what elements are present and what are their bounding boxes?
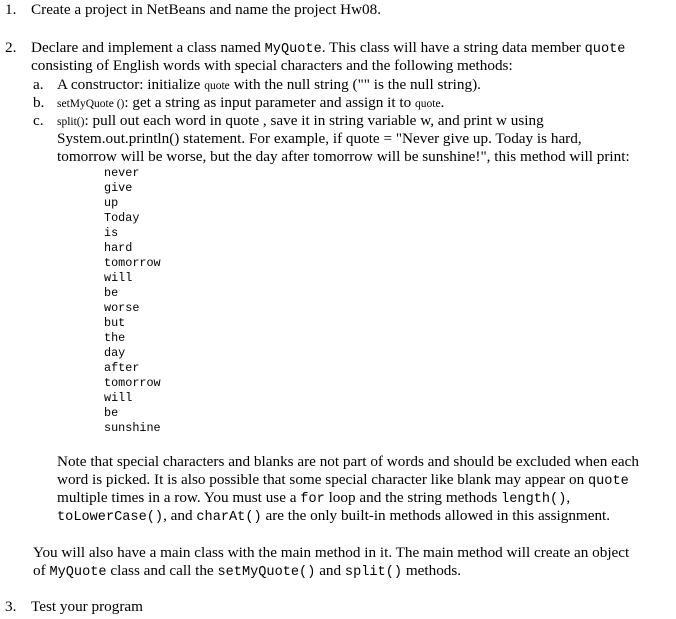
note-line-2: word is picked. It is also possible that some special character like blank may appear on quote [57, 471, 629, 489]
subitem-a-text: A constructor: initialize quote with the null string ("" is the null string). [57, 76, 481, 93]
item-3-number: 3. [5, 598, 17, 615]
item-1-number: 1. [5, 1, 17, 18]
output-word: tomorrow [104, 376, 161, 390]
subitem-c-line-2: System.out.println() statement. For example, if quote = "Never give up. Today is hard, [57, 130, 582, 147]
output-word: will [104, 391, 133, 405]
output-word: give [104, 181, 133, 195]
output-word: sunshine [104, 421, 161, 435]
item-2-line-2: consisting of English words with special characters and the following methods: [31, 57, 513, 74]
output-word: the [104, 331, 126, 345]
note-line-4: toLowerCase(), and charAt() are the only built-in methods allowed in this assignment. [57, 507, 611, 525]
output-word: up [104, 196, 119, 210]
subitem-b-number: b. [33, 94, 45, 111]
item-2-line-1: Declare and implement a class named MyQuote. This class will have a string data member quote [31, 39, 626, 57]
output-word: day [104, 346, 126, 360]
output-word: worse [104, 301, 140, 315]
output-word: be [104, 406, 119, 420]
output-word: after [104, 361, 140, 375]
subitem-c-line-1: split(): pull out each word in quote , save it in string variable w, and print w using [57, 112, 544, 129]
main-line-2: of MyQuote class and call the setMyQuote() and split() methods. [33, 562, 462, 580]
output-word: hard [104, 241, 133, 255]
output-word: tomorrow [104, 256, 161, 270]
subitem-b-text: setMyQuote (): get a string as input parameter and assign it to quote. [57, 94, 445, 111]
output-word: be [104, 286, 119, 300]
item-2-number: 2. [5, 39, 17, 56]
subitem-c-number: c. [33, 112, 44, 129]
output-word: is [104, 226, 119, 240]
subitem-a-number: a. [33, 76, 44, 93]
program-output [104, 166, 161, 436]
output-word: Today [104, 211, 140, 225]
item-1-text: Create a project in NetBeans and name the project Hw08. [31, 1, 382, 18]
output-word: but [104, 316, 126, 330]
item-3-text: Test your program [31, 598, 143, 615]
note-line-3: multiple times in a row. You must use a for loop and the string methods length(), [57, 489, 571, 507]
output-word: will [104, 271, 133, 285]
subitem-c-line-3: tomorrow will be worse, but the day after tomorrow will be sunshine!", this method will print: [57, 148, 630, 165]
output-word: never [104, 166, 140, 180]
note-line-1: Note that special characters and blanks are not part of words and should be excluded when each [57, 453, 639, 470]
main-line-1: You will also have a main class with the main method in it. The main method will create an object [33, 544, 630, 561]
